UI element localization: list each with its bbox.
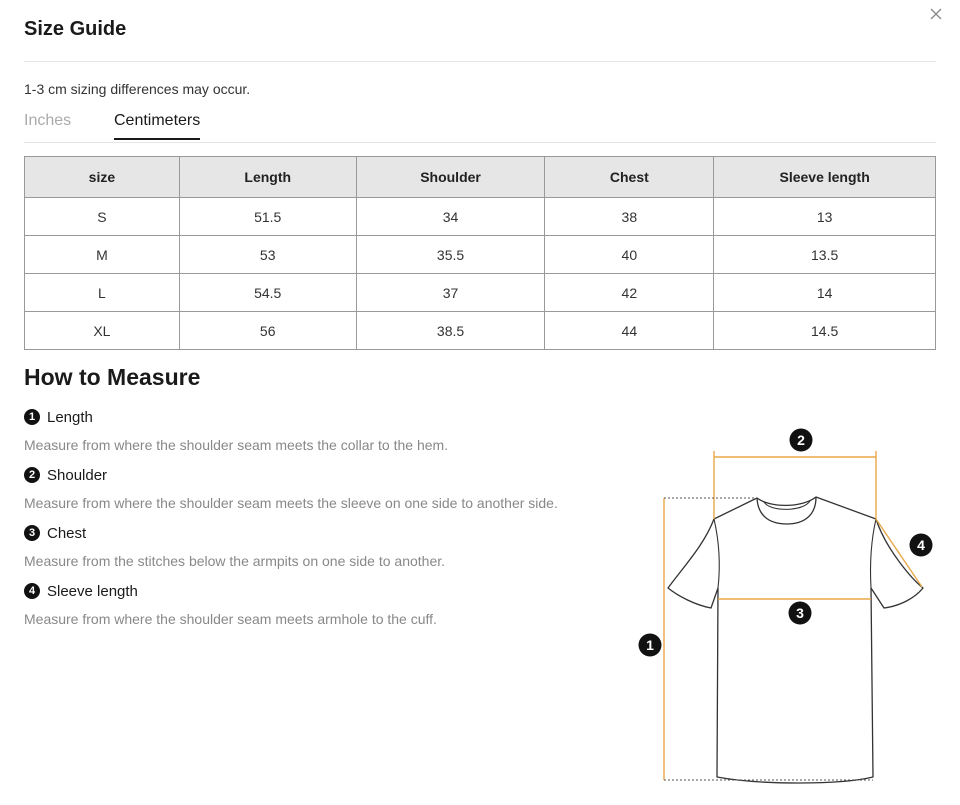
table-cell: 38 — [545, 198, 714, 236]
table-row — [25, 312, 936, 350]
table-cell: 34 — [356, 198, 545, 236]
title-divider — [24, 61, 936, 62]
table-cell: 37 — [356, 274, 545, 312]
measure-item-name: Shoulder — [47, 466, 108, 484]
number-1-icon: 1 — [24, 409, 40, 425]
tab-inches[interactable]: Inches — [24, 112, 72, 129]
measure-item-description: Measure from where the shoulder seam meets the collar to the hem. — [24, 437, 449, 453]
marker-label: 1 — [646, 637, 654, 653]
table-cell: 13 — [714, 198, 936, 236]
table-cell: 35.5 — [356, 236, 545, 274]
column-header: Length — [179, 157, 356, 198]
table-cell: 54.5 — [179, 274, 356, 312]
number-2-icon: 2 — [24, 467, 40, 483]
column-header: size — [25, 157, 180, 198]
marker-4-icon — [910, 534, 933, 557]
measure-item-description: Measure from where the shoulder seam meets armhole to the cuff. — [24, 611, 437, 627]
column-header: Shoulder — [356, 157, 545, 198]
table-cell: 44 — [545, 312, 714, 350]
measure-item-name: Sleeve length — [47, 582, 138, 600]
tab-centimeters[interactable]: Centimeters — [114, 112, 200, 140]
table-cell: 14.5 — [714, 312, 936, 350]
dialog-title: Size Guide — [24, 18, 127, 40]
close-button[interactable] — [926, 4, 946, 24]
column-header: Sleeve length — [714, 157, 936, 198]
measure-item-shoulder — [24, 466, 558, 511]
tshirt-measurement-diagram — [630, 420, 940, 800]
column-header: Chest — [545, 157, 714, 198]
table-row — [25, 236, 936, 274]
measure-item-description: Measure from where the shoulder seam meets the sleeve on one side to another side. — [24, 495, 558, 511]
marker-label: 3 — [796, 605, 804, 621]
close-icon — [926, 4, 946, 24]
measure-item-length — [24, 408, 448, 453]
marker-3-icon — [789, 602, 812, 625]
number-3-icon: 3 — [24, 525, 40, 541]
table-cell: S — [25, 198, 180, 236]
table-cell: 42 — [545, 274, 714, 312]
measure-item-chest — [24, 524, 445, 569]
sizing-note: 1-3 cm sizing differences may occur. — [24, 81, 251, 97]
marker-1-icon — [639, 634, 662, 657]
table-cell: 53 — [179, 236, 356, 274]
marker-label: 2 — [797, 432, 805, 448]
number-4-icon: 4 — [24, 583, 40, 599]
size-table — [24, 156, 936, 350]
marker-2-icon — [790, 429, 813, 452]
table-cell: 13.5 — [714, 236, 936, 274]
tshirt-outline — [668, 497, 923, 783]
table-row — [25, 198, 936, 236]
how-to-measure-title: How to Measure — [24, 364, 201, 390]
table-cell: XL — [25, 312, 180, 350]
measure-item-sleeve-length — [24, 582, 437, 627]
marker-label: 4 — [917, 537, 925, 553]
table-cell: M — [25, 236, 180, 274]
table-cell: 56 — [179, 312, 356, 350]
unit-tabs — [24, 106, 936, 143]
table-cell: 51.5 — [179, 198, 356, 236]
table-header-row — [25, 157, 936, 198]
table-row — [25, 274, 936, 312]
measure-item-description: Measure from the stitches below the armpits on one side to another. — [24, 553, 446, 569]
measure-item-name: Chest — [47, 524, 87, 542]
measure-item-name: Length — [47, 408, 93, 426]
table-cell: 14 — [714, 274, 936, 312]
table-cell: L — [25, 274, 180, 312]
table-cell: 40 — [545, 236, 714, 274]
table-cell: 38.5 — [356, 312, 545, 350]
